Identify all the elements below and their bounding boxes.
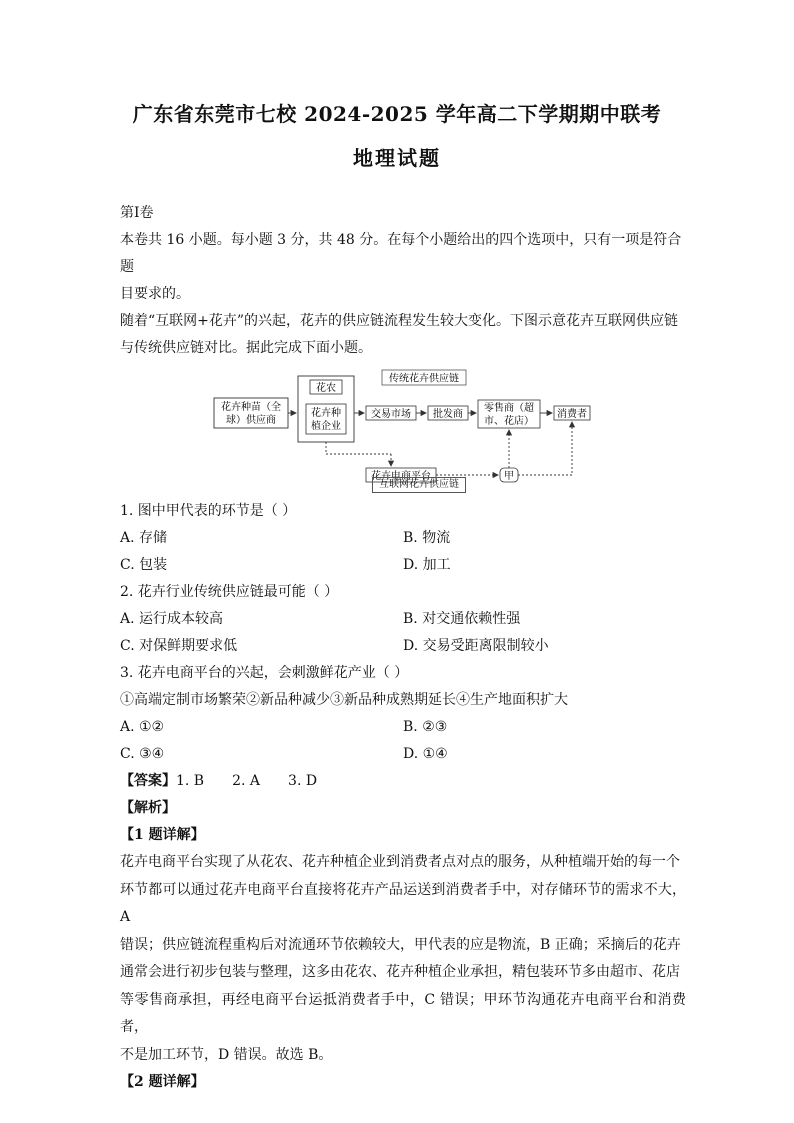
- option: D. 加工: [403, 557, 451, 573]
- retailer-label: 零售商（超: [484, 403, 534, 414]
- question-stem: 3. 花卉电商平台的兴起，会刺激鲜花产业（ ）: [120, 665, 409, 681]
- analysis-line: 环节都可以通过花卉电商平台直接将花卉产品运送到消费者手中，对存储环节的需求不大，A: [120, 881, 686, 925]
- supply-chain-svg: [120, 364, 686, 492]
- option: B. ②③: [403, 719, 448, 735]
- options-row: [120, 606, 686, 633]
- option: C. ③④: [120, 746, 165, 762]
- option: C. 包装: [120, 557, 168, 573]
- instructions-line: 本卷共 16 小题。每小题 3 分，共 48 分。在每个小题给出的四个选项中，只有一项是符合题: [120, 232, 682, 275]
- consumer-label: 消费者: [557, 409, 587, 420]
- dashed-flow: [518, 422, 572, 475]
- options-row: [120, 714, 686, 741]
- option: B. 对交通依赖性强: [403, 611, 521, 627]
- enterprise-label: 花卉种: [311, 408, 341, 419]
- option: A. 存储: [120, 530, 168, 546]
- question-stem: 1. 图中甲代表的环节是（ ）: [120, 503, 297, 519]
- supplier-label: 球）供应商: [226, 415, 276, 426]
- intro-line: 随着“互联网+花卉”的兴起，花卉的供应链流程发生较大变化。下图示意花卉互联网供应链: [120, 313, 679, 329]
- supply-chain-diagram: [120, 364, 686, 492]
- q1-analysis: [120, 849, 686, 1069]
- option: D. ①④: [403, 746, 448, 762]
- farmer-label: 花农: [316, 383, 336, 394]
- volume-heading: 第Ⅰ卷: [120, 205, 154, 221]
- answer-item: 2. A: [232, 773, 261, 789]
- document-body: [120, 200, 686, 1096]
- option: C. 对保鲜期要求低: [120, 638, 238, 654]
- enterprise-label: 植企业: [311, 421, 341, 432]
- options-row: [120, 525, 686, 552]
- options-row: [120, 741, 686, 768]
- traditional-label: 传统花卉供应链: [389, 373, 459, 385]
- analysis-line: 花卉电商平台实现了从花农、花卉种植企业到消费者点对点的服务，从种植端开始的每一个: [120, 854, 680, 870]
- option: A. ①②: [120, 719, 165, 735]
- market-label: 交易市场: [371, 409, 411, 420]
- jia-label: 甲: [504, 471, 514, 482]
- document-subtitle: 地理试题: [353, 146, 441, 170]
- supplier-label: 花卉种苗（全: [221, 402, 281, 413]
- answer-line: [120, 768, 686, 795]
- question-stem: 2. 花卉行业传统供应链最可能（ ）: [120, 584, 339, 600]
- internet-label: 互联网花卉供应链: [372, 477, 466, 493]
- option: A. 运行成本较高: [120, 611, 224, 627]
- dashed-flow: [326, 442, 391, 454]
- options-row: [120, 552, 686, 579]
- q2-analysis-label: 【2 题详解】: [120, 1074, 205, 1090]
- answer-item: 1. B: [176, 773, 205, 789]
- instructions-line: 目要求的。: [120, 286, 190, 302]
- analysis-line: 错误；供应链流程重构后对流通环节依赖较大，甲代表的应是物流，B 正确；采摘后的花卉: [120, 936, 681, 953]
- question-statements: ①高端定制市场繁荣②新品种减少③新品种成熟期延长④生产地面积扩大: [120, 692, 568, 708]
- retailer-label: 市、花店）: [484, 416, 534, 427]
- answer-label: 【答案】: [120, 773, 176, 789]
- document-title: 广东省东莞市七校 2024-2025 学年高二下学期期中联考: [132, 102, 662, 126]
- analysis-line: 通常会进行初步包装与整理，这多由花农、花卉种植企业承担，精包装环节多由超市、花店: [120, 964, 680, 980]
- analysis-label: 【解析】: [120, 800, 176, 816]
- option: D. 交易受距离限制较小: [403, 638, 549, 654]
- analysis-line: 不是加工环节，D 错误。故选 B。: [120, 1046, 333, 1063]
- option: B. 物流: [403, 530, 451, 546]
- ecommerce-label: 花卉电商平台: [371, 471, 431, 482]
- intro-line: 与传统供应链对比。据此完成下面小题。: [120, 340, 372, 356]
- options-row: [120, 633, 686, 660]
- answer-item: 3. D: [288, 773, 318, 789]
- analysis-line: 等零售商承担，再经电商平台运抵消费者手中，C 错误；甲环节沟通花卉电商平台和消费者，: [120, 991, 686, 1035]
- q1-analysis-label: 【1 题详解】: [120, 827, 205, 843]
- wholesaler-label: 批发商: [433, 409, 463, 420]
